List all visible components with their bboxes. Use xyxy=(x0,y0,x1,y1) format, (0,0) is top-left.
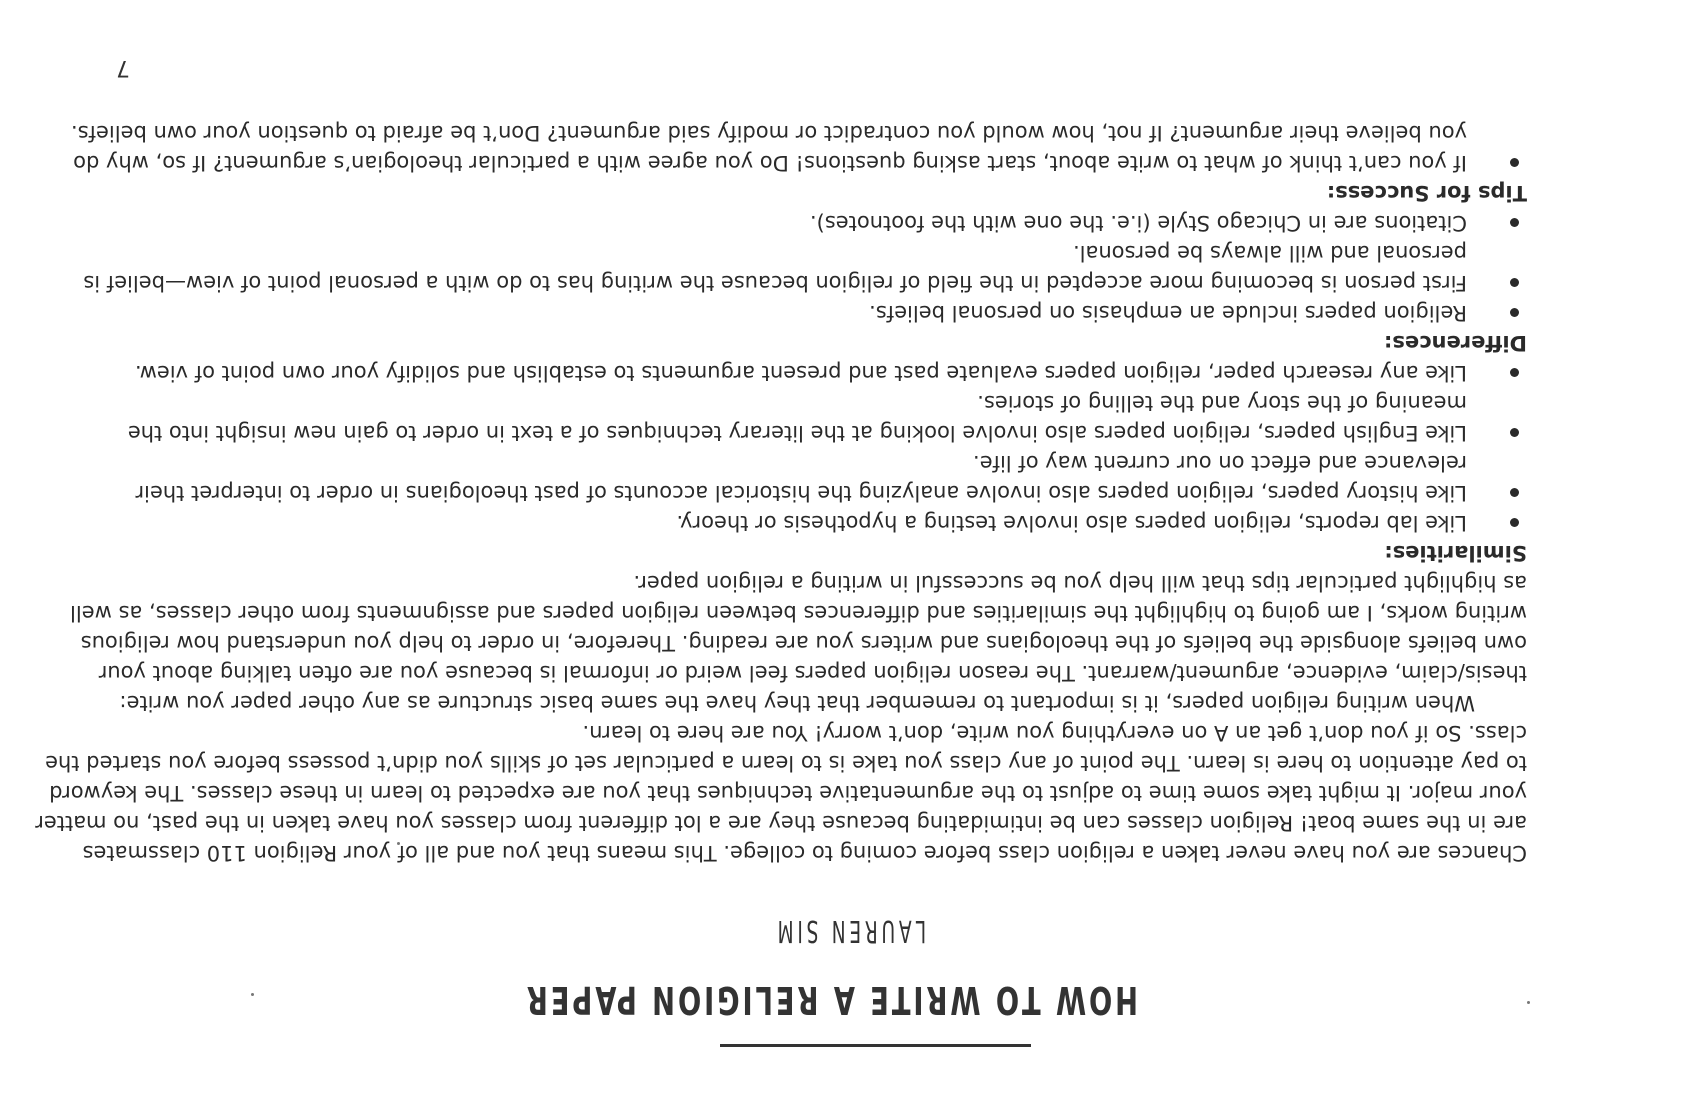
paragraph-line: When writing religion papers, it is important to remember that they have the same basic structure as any other paper you write: xyxy=(119,691,1475,715)
intro-paragraph xyxy=(37,718,1527,868)
page-title: HOW TO WRITE A RELIGION PAPER xyxy=(523,978,1138,1022)
author-name: LAUREN SIM xyxy=(773,913,927,948)
approach-paragraph xyxy=(37,568,1527,718)
list-item-text: Like history papers, religion papers also involve analyzing the historical accounts of past theologians in order to interpret their xyxy=(135,481,1467,505)
differences-heading: Differences: xyxy=(1383,331,1527,355)
paragraph-line: to pay attention to here is learn. The point of any class you take is to learn a particular set of skills you didn’t possess before you started the xyxy=(45,751,1527,775)
list-item xyxy=(37,208,1527,238)
list-item xyxy=(37,238,1527,298)
tips-heading: Tips for Success: xyxy=(1326,181,1527,205)
list-item xyxy=(37,388,1527,448)
similarities-list xyxy=(37,358,1527,538)
list-item xyxy=(37,298,1527,328)
list-item-text: First person is becoming more accepted in the field of religion because the writing has to do with a personal point of view—belief is xyxy=(83,271,1467,295)
list-item xyxy=(37,358,1527,388)
paragraph-line: your major. It might take some time to adjust to the argumentative techniques that you are expected to learn in these classes. The keyword xyxy=(49,781,1527,805)
title-rule xyxy=(720,1044,1031,1047)
tips-list xyxy=(37,118,1527,178)
similarities-heading: Similarities: xyxy=(1384,541,1527,565)
list-item-text: Like any research paper, religion papers evaluate past and present arguments to establish and solidify your own point of view. xyxy=(134,361,1467,385)
page-number: 7 xyxy=(116,55,130,80)
list-item-text: Religion papers include an emphasis on personal beliefs. xyxy=(869,301,1467,325)
paragraph-line: Chances are you have never taken a religion class before coming to college. This means that you and all of your Religion 110 classmates xyxy=(82,841,1527,865)
list-item-text: Like lab reports, religion papers also involve testing a hypothesis or theory. xyxy=(676,511,1467,535)
list-item-text: personal and will always be personal. xyxy=(1073,241,1467,265)
list-item-text: Citations are in Chicago Style (i.e. the one with the footnotes). xyxy=(809,211,1467,235)
list-item-text: meaning of the story and the telling of stories. xyxy=(977,391,1467,415)
scan-speck xyxy=(1527,1001,1530,1004)
list-item-text: relevance and effect on our current way of life. xyxy=(973,451,1467,475)
paragraph-line: are in the same boat! Religion classes can be intimidating because they are a lot different from classes you have taken in the past, no matter xyxy=(35,811,1527,835)
list-item xyxy=(37,448,1527,508)
paragraph-line: class. So if you don’t get an A on everything you write, don’t worry! You are here to learn. xyxy=(582,721,1527,745)
list-item xyxy=(37,118,1527,178)
paragraph-line: thesis/claim, evidence, argument/warrant. The reason religion papers feel weird or informal is because you are often talking about your xyxy=(98,661,1527,685)
body-text xyxy=(37,118,1527,868)
list-item-text: you believe their argument? If not, how would you contradict or modify said argument? Don’t be afraid to question your own beliefs. xyxy=(70,121,1467,145)
list-item xyxy=(37,508,1527,538)
scan-speck xyxy=(251,993,254,996)
paragraph-line: as highlight particular tips that will help you be successful in writing a religion paper. xyxy=(633,571,1527,595)
list-item-text: Like English papers, religion papers also involve looking at the literary techniques of a text in order to gain new insight into the xyxy=(127,421,1467,445)
paragraph-line: writing works, I am going to highlight the similarities and differences between religion papers and assignments from other classes, as well xyxy=(70,601,1527,625)
paragraph-line: own beliefs alongside the beliefs of the theologians and writers you are reading. Therefore, in order to help you understand how religious xyxy=(80,631,1527,655)
list-item-text: If you can’t think of what to write about, start asking questions! Do you agree with a particular theologian’s argument? If so, why do xyxy=(73,151,1467,175)
differences-list xyxy=(37,208,1527,328)
